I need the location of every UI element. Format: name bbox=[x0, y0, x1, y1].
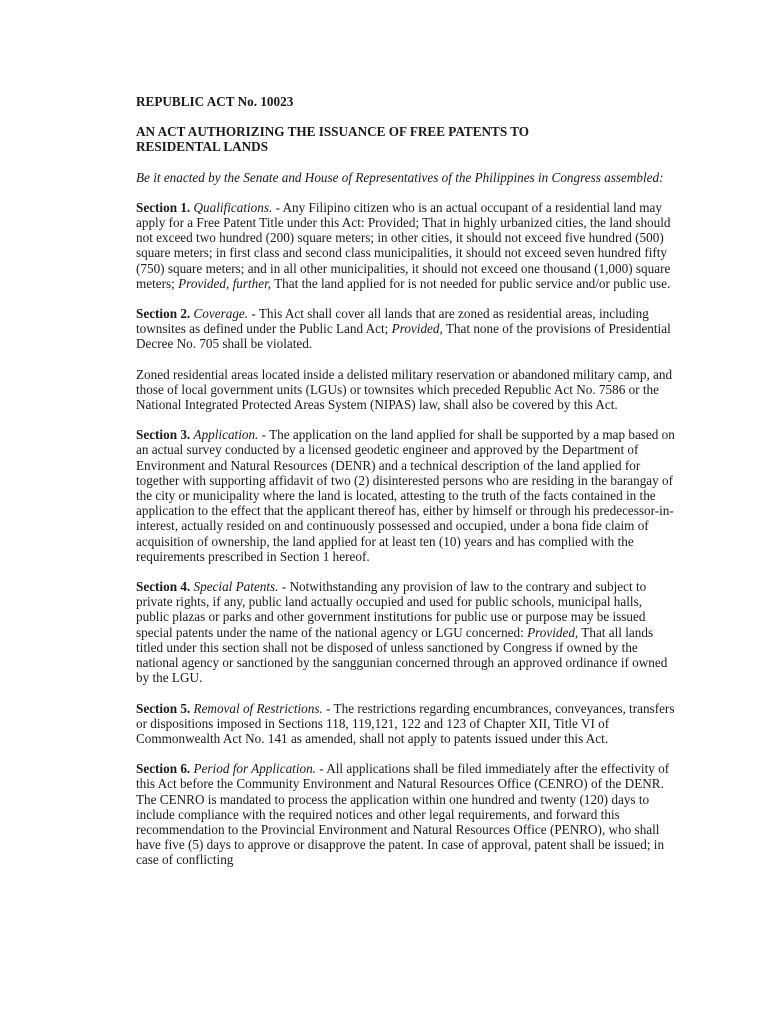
section-label: Section 5. bbox=[136, 700, 191, 716]
section-3 bbox=[136, 427, 676, 564]
section-label: Section 3. bbox=[136, 427, 191, 443]
enacting-clause: Be it enacted by the Senate and House of Representatives of the Philippines in Congress assembled: bbox=[136, 169, 664, 185]
section-5 bbox=[136, 701, 676, 747]
section-text: - The restrictions regarding encumbrances, conveyances, transfers or dispositions imposed in Sections 118, 119,121, 122 and 123 of Chapter XII, Title VI of Commonwealth Act No. 141 as amended, shall not apply to patents issued under this Act. bbox=[136, 700, 675, 746]
section-heading: Special Patents. bbox=[193, 579, 279, 595]
section-text-cont: That none of the provisions of Presidential Decree No. 705 shall be violated. bbox=[136, 321, 671, 352]
section-label: Section 1. bbox=[136, 199, 191, 215]
document-body bbox=[136, 94, 676, 883]
section-proviso: Provided, bbox=[527, 624, 579, 640]
section-4 bbox=[136, 579, 676, 685]
section-text: - The application on the land applied for shall be supported by a map based on an actual survey conducted by a licensed geodetic engineer and approved by the Department of Environment and Natural Resources (DENR) and a technical description of the land applied for together with supporting affidavit of two (2) disinterested persons who are residing in the barangay of the city or municipality where the land is located, attesting to the truth of the facts contained in the application to the effect that the applicant thereof has, either by himself or through his predecessor-in-interest, actually resided on and continuously possessed and occupied, under a bona fide claim of acquisition of ownership, the land applied for at least ten (10) years and has complied with the requirements prescribed in Section 1 hereof. bbox=[136, 427, 675, 564]
section-text-cont: That the land applied for is not needed for public service and/or public use. bbox=[271, 275, 671, 291]
act-title-line1: AN ACT AUTHORIZING THE ISSUANCE OF FREE PATENTS TO bbox=[136, 124, 530, 140]
act-number: REPUBLIC ACT No. 10023 bbox=[136, 94, 294, 109]
section-6 bbox=[136, 761, 676, 867]
section-2-paragraph: Zoned residential areas located inside a delisted military reservation or abandoned military camp, and those of local government units (LGUs) or townsites which preceded Republic Act No. 7586 or the National Integrated Protected Areas System (NIPAS) law, shall also be covered by this Act. bbox=[136, 366, 673, 413]
section-text: - Notwithstanding any provision of law to the contrary and subject to private rights, if any, public land actually occupied and used for public schools, municipal halls, public plazas or parks and other government institutions for public use or purpose may be issued special patents under the name of the national agency or LGU concerned: bbox=[136, 579, 647, 640]
section-1 bbox=[136, 200, 676, 291]
section-heading: Period for Application. bbox=[193, 761, 316, 777]
section-text: - All applications shall be filed immediately after the effectivity of this Act before the Community Environment and Natural Resources Office (CENRO) of the DENR. The CENRO is mandated to process the application within one hundred and twenty (120) days to include compliance with the required notices and other legal requirements, and forward this recommendation to the Provincial Environment and Natural Resources Office (PENRO), who shall have five (5) days to approve or disapprove the patent. In case of approval, patent shall be issued; in case of conflicting bbox=[136, 761, 670, 868]
section-proviso: Provided, further, bbox=[178, 275, 272, 291]
section-label: Section 4. bbox=[136, 579, 191, 595]
act-title-line2: RESIDENTAL LANDS bbox=[136, 139, 269, 155]
section-text: - This Act shall cover all lands that are zoned as residential areas, including townsites as defined under the Public Land Act; bbox=[136, 306, 649, 337]
section-2 bbox=[136, 306, 676, 352]
section-heading: Removal of Restrictions. bbox=[193, 700, 323, 716]
section-proviso: Provided, bbox=[391, 321, 443, 337]
act-title bbox=[136, 124, 676, 154]
section-heading: Qualifications. bbox=[193, 199, 273, 215]
section-heading: Application. bbox=[193, 427, 259, 443]
section-text: - Any Filipino citizen who is an actual occupant of a residential land may apply for a Free Patent Title under this Act: Provided; That in highly urbanized cities, the land should not exceed two hundred (200) square meters; in other cities, it should not exceed five hundred (500) square meters; in first class and second class municipalities, it should not exceed seven hundred fifty (750) square meters; and in all other municipalities, it should not exceed one thousand (1,000) square meters; bbox=[136, 199, 671, 291]
section-label: Section 6. bbox=[136, 761, 191, 777]
section-text-cont: That all lands titled under this section shall not be disposed of unless sanctioned by Congress if owned by the national agency or sanctioned by the sanggunian concerned through an approved ordinance if owned by the LGU. bbox=[136, 624, 668, 686]
section-label: Section 2. bbox=[136, 306, 191, 322]
section-heading: Coverage. bbox=[193, 306, 249, 322]
